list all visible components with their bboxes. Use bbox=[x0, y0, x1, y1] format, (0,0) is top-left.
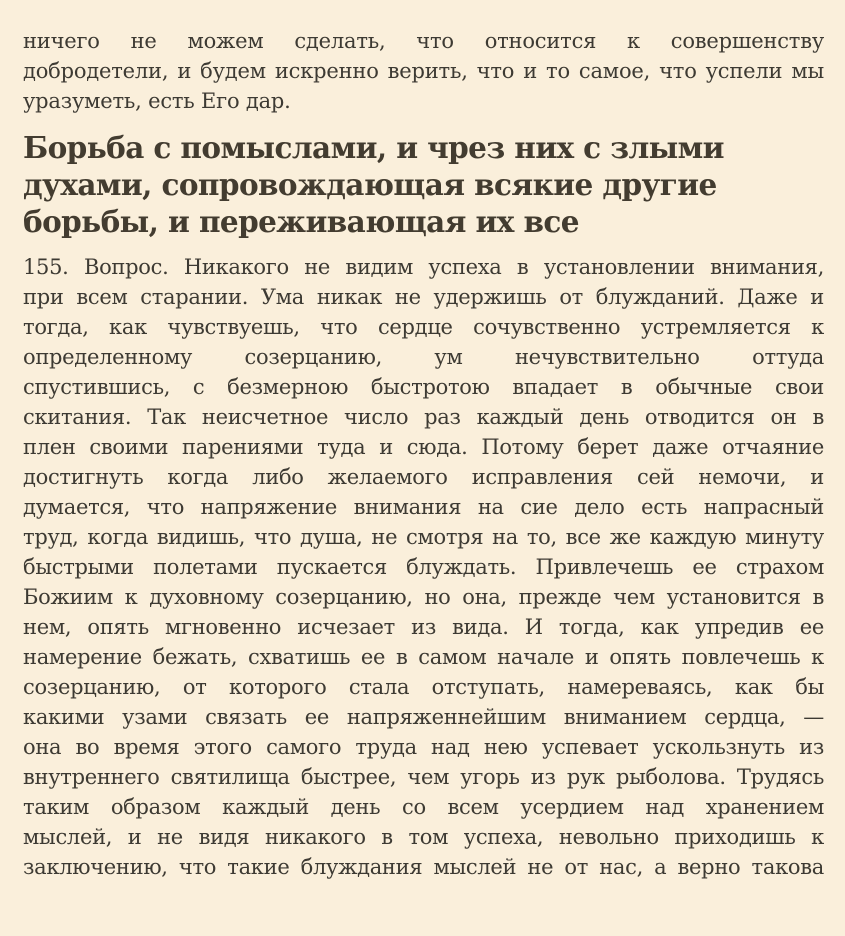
intro-paragraph bbox=[23, 26, 824, 116]
text-line: при всем старании. Ума никак не удержишь от блужданий. Даже и bbox=[23, 285, 824, 309]
section-heading bbox=[23, 129, 824, 240]
heading-line: Борьба с помыслами, и чрез них с злыми bbox=[23, 130, 724, 165]
text-line: мыслей, и не видя никакого в том успеха, невольно приходишь к bbox=[23, 825, 824, 849]
text-line: ничего не можем сделать, что относится к совершенству bbox=[23, 29, 824, 53]
text-line: быстрыми полетами пускается блуждать. Привлечешь ее страхом bbox=[23, 555, 824, 579]
text-line: определенному созерцанию, ум нечувствительно оттуда bbox=[23, 345, 824, 369]
text-line: думается, что напряжение внимания на сие дело есть напрасный bbox=[23, 495, 824, 519]
text-line: добродетели, и будем искренно верить, что и то самое, что успели мы bbox=[23, 59, 824, 83]
heading-line: борьбы, и переживающая их все bbox=[23, 204, 579, 239]
text-line: тогда, как чувствуешь, что сердце сочувственно устремляется к bbox=[23, 315, 824, 339]
text-line: спустившись, с безмерною быстротою впадает в обычные свои bbox=[23, 375, 824, 399]
text-line: таким образом каждый день со всем усердием над хранением bbox=[23, 795, 824, 819]
text-line: заключению, что такие блуждания мыслей не от нас, а верно такова bbox=[23, 855, 824, 879]
text-line: уразуметь, есть Его дар. bbox=[23, 89, 291, 113]
text-line: Божиим к духовному созерцанию, но она, прежде чем установится в bbox=[23, 585, 824, 609]
question-paragraph bbox=[23, 252, 824, 882]
text-line: достигнуть когда либо желаемого исправления сей немочи, и bbox=[23, 465, 824, 489]
text-line: нем, опять мгновенно исчезает из вида. И тогда, как упредив ее bbox=[23, 615, 824, 639]
text-line: внутреннего святилища быстрее, чем угорь из рук рыболова. Трудясь bbox=[23, 765, 824, 789]
text-line: созерцанию, от которого стала отступать, намереваясь, как бы bbox=[23, 675, 824, 699]
text-line: она во время этого самого труда над нею успевает ускользнуть из bbox=[23, 735, 824, 759]
text-line: какими узами связать ее напряженнейшим вниманием сердца, — bbox=[23, 705, 824, 729]
text-line: намерение бежать, схватишь ее в самом начале и опять повлечешь к bbox=[23, 645, 824, 669]
text-line: 155. Вопрос. Никакого не видим успеха в установлении внимания, bbox=[23, 255, 824, 279]
text-line: скитания. Так неисчетное число раз каждый день отводится он в bbox=[23, 405, 824, 429]
text-line: плен своими парениями туда и сюда. Потому берет даже отчаяние bbox=[23, 435, 824, 459]
heading-line: духами, сопровождающая всякие другие bbox=[23, 167, 717, 202]
text-line: труд, когда видишь, что душа, не смотря на то, все же каждую минуту bbox=[23, 525, 824, 549]
